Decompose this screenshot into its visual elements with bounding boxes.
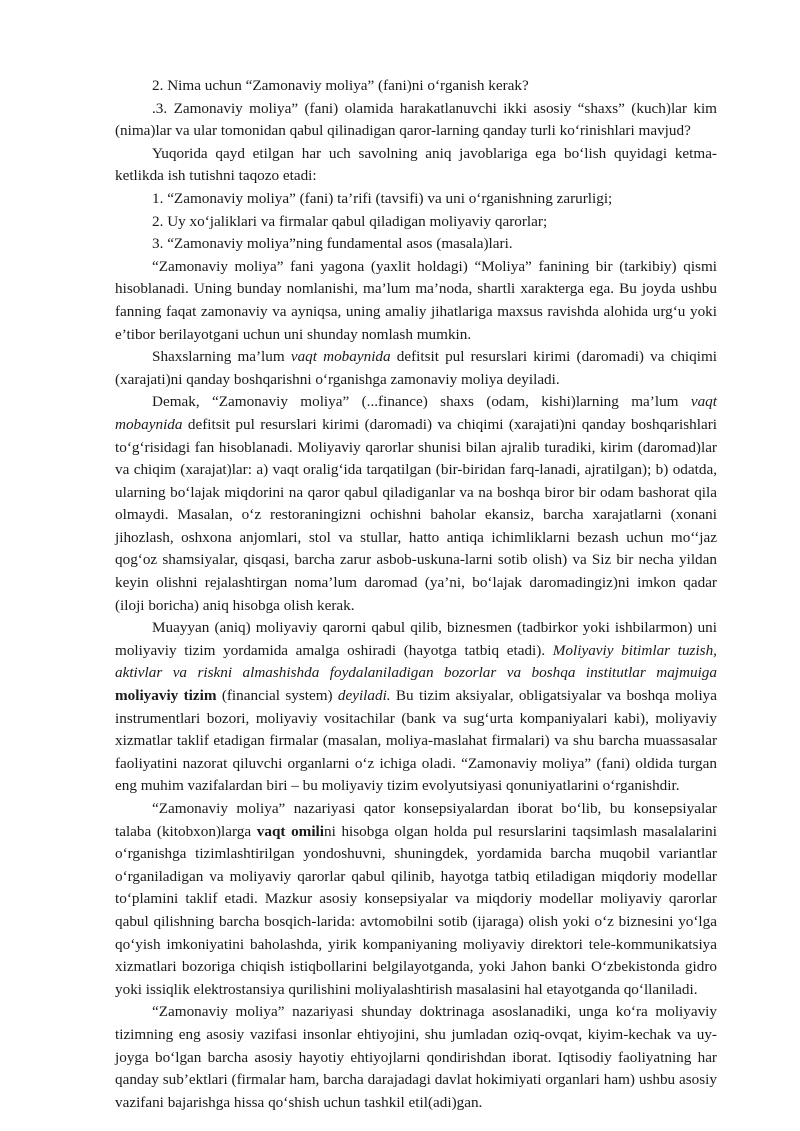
paragraph-5: “Zamonaviy moliya” nazariyasi qator konsepsiyalardan iborat bo‘lib, bu konsepsiyalar talaba (kitobxon)larga vaqt omilini hisobga olgan holda pul resurslarini taqsimlash masalalarini o‘rganishga tizimlashtirilgan yondoshuvni, shuningdek, yordamida barcha muqobil variantlar o‘rganiladigan va moliyaviy qarorlar qabul qilinib, hayotga tatbiq etiladigan miqdoriy modellar to‘plamini taklif etadi. Mazkur asosiy konsepsiyalar va miqdoriy modellar moliyaviy qarorlar qabul qilishning barcha bosqich-larida: avtomobilni sotib (ijaraga) olish yoki o‘z biznesini yo‘lga qo‘yish imkoniyatini baholashda, yirik kompaniyaning moliyaviy direktori tele-kommunikatsiya xizmatlari bozoriga chiqish istiqbollarini belgilayotganda, yoki Jahon banki O‘zbekistonda gidro yoki issiqlik elektrostansiya qurilishini moliyalashtirish masalasini hal etayotganda qo‘llaniladi. — [115, 800, 717, 998]
emphasis-text: vaqt mobaynida — [290, 348, 391, 366]
emphasis-text: deyiladi. — [337, 687, 391, 705]
term-time-factor: vaqt omili — [256, 822, 324, 840]
paragraph-2: Shaxslarning ma’lum vaqt mobaynida defitsit pul resurslari kirimi (daromadi) va chiqimi (xarajati)ni qanday boshqarishni o‘rganishga zamonaviy moliya deyiladi. — [115, 348, 717, 388]
question-list — [115, 75, 717, 98]
question-3: .3. Zamonaviy moliya” (fani) olamida harakatlanuvchi ikki asosiy “shaxs” (kuch)lar kim (nima)lar va ular tomonidan qabul qilinadigan qaror-larning qanday turli ko‘rinishlari mavjud? — [115, 99, 717, 140]
paragraph-6: “Zamonaviy moliya” nazariyasi shunday doktrinaga asoslanadiki, unga ko‘ra moliyaviy tizimning eng asosiy vazifasi insonlar ehtiyojini, shu jumladan oziq-ovqat, kiyim-kechak va uy-joyga bo‘lgan barcha asosiy hayotiy ehtiyojlarni qondirishdan iborat. Iqtisodiy faoliyatning har qanday sub’ektlari (firmalar ham, barcha darajadagi davlat hokimiyati organlari ham) ushbu asosiy vazifani bajarishga hissa qo‘shish uchun tashkil etil(adi)gan. — [115, 1003, 717, 1111]
step-2: 2. Uy xo‘jaliklari va firmalar qabul qiladigan moliyaviy qarorlar; — [152, 212, 548, 230]
paragraph-4: Muayyan (aniq) moliyaviy qarorni qabul qilib, biznesmen (tadbirkor yoki ishbilarmon) uni moliyaviy tizim yordamida amalga oshiradi (hayotga tatbiq etadi). Moliyaviy bitimlar tuzish, aktivlar va riskni almashishda foydalaniladigan bozorlar va boshqa institutlar majmuiga moliyaviy tizim (financial system) deyiladi. Bu tizim aksiyalar, obligatsiyalar va boshqa moliya instrumentlari bozori, moliyaviy vositachilar (bank va sug‘urta kompaniyalari kabi), moliyaviy xizmatlar taklif etadigan firmalar (masalan, moliya-maslahat firmalari) va shu barcha muassasalar faoliyatini nazorat qiluvchi organlarni o‘z ichiga oladi. “Zamonaviy moliya” (fani) oldida turgan eng muhim vazifalardan biri – bu moliyaviy tizim evolyutsiyasi qonuniyatlarini o‘rganishdir. — [115, 619, 717, 795]
intro-paragraph: Yuqorida qayd etilgan har uch savolning aniq javoblariga ega bo‘lish quyidagi ketma-ketlikda ish tutishni taqozo etadi: — [115, 144, 717, 185]
paragraph-3: Demak, “Zamonaviy moliya” (...finance) shaxs (odam, kishi)larning ma’lum vaqt mobaynida defitsit pul resurslari kirimi (daromadi) va chiqimi (xarajati)ni qanday boshqarishlari to‘g‘risidagi fan hisoblanadi. Moliyaviy qarorlar shunisi bilan ajralib turadiki, kirim (daromad)lar va chiqim (xarajat)lar: a) vaqt oralig‘ida tarqatilgan (bir-biridan farq-lanadi, ajratilgan); b) odatda, ularning bo‘lajak miqdorini na qaror qabul qiladiganlar va na boshqa biror bir odam bashorat qila olmaydi. Masalan, o‘z restoraningizni ochishni baholar ekansiz, barcha xarajatlarni (xonani jihozlash, oshxona anjomlari, stol va stullar, hatto antiqa ichimliklarni bezash uchun mo‘‘jaz qog‘oz shamsiyalar, qisqasi, barcha zarur asbob-uskuna-larni sotib olish) va Siz bir necha yildan keyin olishni rejalashtirgan noma’lum daromad (ya’ni, bo‘lajak daromadingiz)ni imkon qadar (iloji boricha) aniq hisobga olish kerak. — [115, 393, 717, 614]
definition-text: Moliyaviy bitimlar tuzish, aktivlar va riskni almashishda foydalaniladigan bozorlar va boshqa institutlar majmuiga — [115, 641, 717, 682]
step-3: 3. “Zamonaviy moliya”ning fundamental asos (masala)lari. — [152, 235, 513, 253]
step-1: 1. “Zamonaviy moliya” (fani) ta’rifi (tavsifi) va uni o‘rganishning zarurligi; — [152, 189, 613, 207]
steps-list — [115, 188, 717, 256]
emphasis-text: vaqt mobaynida — [115, 393, 717, 433]
question-2: 2. Nima uchun “Zamonaviy moliya” (fani)ni o‘rganish kerak? — [152, 77, 529, 94]
paragraph-1: “Zamonaviy moliya” fani yagona (yaxlit holdagi) “Moliya” fanining bir (tarkibiy) qismi hisoblanadi. Uning bunday nomlanishi, ma’lum ma’noda, shartli xarakterga ega. Bu joyda ushbu fanning faqat zamonaviy va ayniqsa, uning amaliy jihatlariga maxsus ravishda alohida urg‘u yoki e’tibor berilayotgani uchun uni shunday nomlash mumkin. — [115, 257, 717, 343]
term-financial-system: moliyaviy tizim — [115, 687, 217, 705]
